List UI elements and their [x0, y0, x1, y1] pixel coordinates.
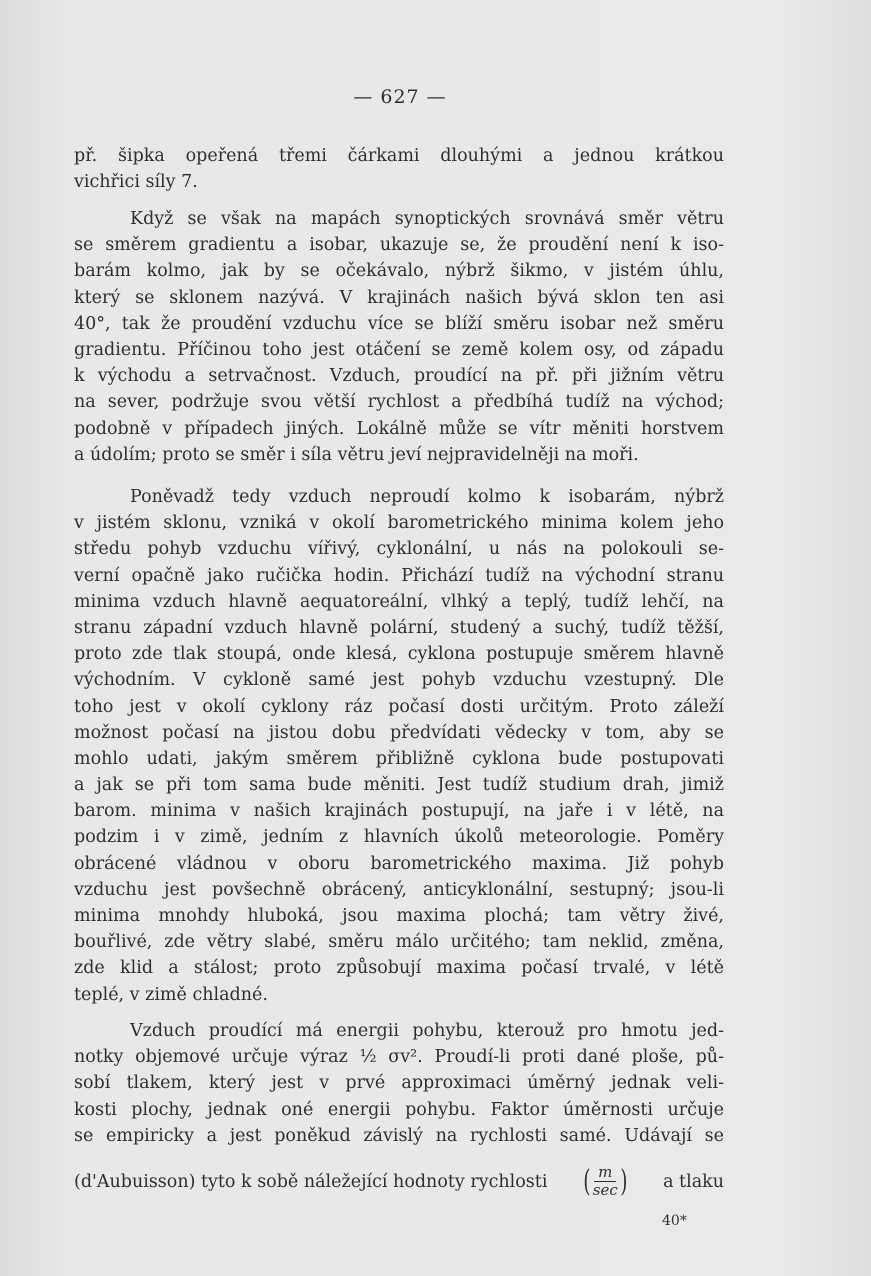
text-line: a údolím; proto se směr i síla větru jeví nejpravidelněji na moři.: [74, 444, 639, 465]
paren-close: ): [620, 1163, 628, 1199]
text-line: obrácené vládnou v oboru barometrického maxima. Již pohyb: [74, 853, 724, 874]
text-line: toho jest v okolí cyklony ráz počasí dosti určitým. Proto záleží: [74, 696, 724, 717]
text-line: na sever, podržuje svou větší rychlost a předbíhá tudíž na východ;: [74, 392, 724, 413]
text-line: k východu a setrvačnost. Vzduch, proudící na př. při jižním větru: [74, 366, 724, 387]
text-line: vzduchu jest povšechně obrácený, anticyklonální, sestupný; jsou-li: [74, 879, 724, 900]
paragraph-4-final-line: [74, 1164, 724, 1199]
text-line: podzim i v zimě, jedním z hlavních úkolů meteorologie. Poměry: [74, 827, 724, 848]
fraction-denominator: sec: [592, 1181, 618, 1199]
text-line: př. šipka opeřená třemi čárkami dlouhými a jednou krátkou: [74, 146, 724, 166]
line-text: (d'Aubuisson) tyto k sobě náležející hodnoty rychlosti: [74, 1171, 548, 1192]
text-line: Vzduch proudící má energii pohybu, kterouž pro hmotu jed-: [130, 1021, 724, 1041]
fraction-stack: [593, 1164, 618, 1199]
fraction-numerator: m: [594, 1164, 616, 1182]
text-line: minima vzduch hlavně aequatoreální, vlhký a teplý, tudíž lehčí, na: [74, 591, 724, 612]
text-line: Když se však na mapách synoptických srovnává směr větru: [130, 209, 724, 229]
text-line: vichřici síly 7.: [74, 172, 198, 193]
text-line: 40°, tak že proudění vzduchu více se blíží směru isobar než směru: [74, 313, 724, 334]
paragraph-4: [74, 1018, 724, 1149]
text-line: středu pohyb vzduchu vířivý, cyklonální, u nás na polokouli se-: [74, 539, 724, 560]
text-line: a jak se při tom sama bude měniti. Jest tudíž studium drah, jimiž: [74, 775, 724, 796]
text-line: sobí tlakem, který jest v prvé approximaci úměrný jednak veli-: [74, 1073, 724, 1094]
text-line: kosti plochy, jednak oné energii pohybu. Faktor úměrnosti určuje: [74, 1099, 724, 1120]
text-line: podobně v případech jiných. Lokálně může se vítr měniti horstvem: [74, 418, 724, 439]
text-line: notky objemové určuje výraz ½ σv². Proudí-li proti dané ploše, pů-: [74, 1047, 724, 1068]
text-line: teplé, v zimě chladné.: [74, 984, 268, 1005]
paragraph-3: [74, 484, 724, 1008]
text-line: se empiricky a jest poněkud závislý na rychlosti samé. Udávají se: [74, 1125, 724, 1146]
text-line: minima mnohdy hluboká, jsou maxima plochá; tam větry živé,: [74, 906, 724, 926]
text-line: barám kolmo, jak by se očekávalo, nýbrž šikmo, v jistém úhlu,: [74, 261, 724, 282]
paren-open: (: [583, 1163, 591, 1199]
signature-mark: 40*: [662, 1213, 687, 1229]
line-text: a tlaku: [663, 1171, 724, 1192]
text-line: Poněvadž tedy vzduch neproudí kolmo k isobarám, nýbrž: [130, 487, 724, 507]
text-line: proto zde tlak stoupá, onde klesá, cyklona postupuje směrem hlavně: [74, 644, 724, 665]
page-number: — 627 —: [353, 86, 447, 108]
text-line: verní opačně jako ručička hodin. Přichází tudíž na východní stranu: [74, 565, 724, 586]
text-line: mohlo udati, jakým směrem přibližně cyklona bude postupovati: [74, 748, 724, 769]
text-line: gradientu. Příčinou toho jest otáčení se země kolem osy, od západu: [74, 339, 724, 360]
text-line: v jistém sklonu, vzniká v okolí barometrického minima kolem jeho: [74, 513, 724, 534]
text-line: zde klid a stálost; proto způsobují maxima počasí trvalé, v létě: [74, 958, 724, 979]
text-line: bouřlivé, zde větry slabé, směru málo určitého; tam neklid, změna,: [74, 932, 724, 953]
text-line: stranu západní vzduch hlavně polární, studený a suchý, tudíž těžší,: [74, 617, 724, 638]
velocity-unit-fraction: [581, 1164, 629, 1199]
text-line: východním. V cykloně samé jest pohyb vzduchu vzestupný. Dle: [74, 670, 724, 691]
text-line: se směrem gradientu a isobar, ukazuje se, že proudění není k iso-: [74, 235, 724, 256]
text-line: který se sklonem nazývá. V krajinách našich bývá sklon ten asi: [74, 287, 724, 308]
paragraph-2: [74, 206, 724, 468]
paragraph-1: [74, 143, 724, 195]
text-line: možnost počasí na jistou dobu předvídati vědecky v tom, aby se: [74, 722, 724, 743]
text-line: barom. minima v našich krajinách postupují, na jaře i v létě, na: [74, 801, 724, 822]
